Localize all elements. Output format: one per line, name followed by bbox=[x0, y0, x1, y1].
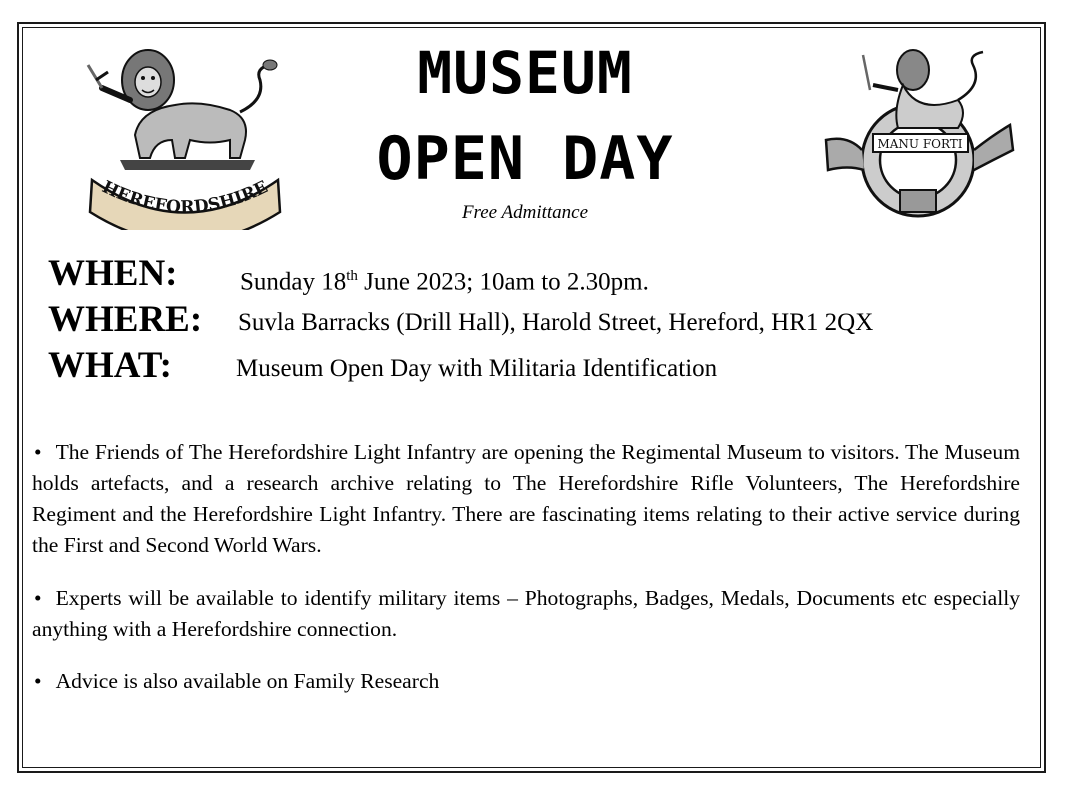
bullet-2: • bbox=[34, 586, 42, 610]
what-label: WHAT: bbox=[48, 345, 173, 386]
herefordshire-regiment-badge bbox=[80, 40, 290, 230]
badge-motto: MANU FORTI bbox=[877, 137, 963, 151]
paragraph-experts bbox=[32, 583, 1020, 645]
light-infantry-bugle-badge bbox=[818, 40, 1018, 220]
poster-title-line-1: MUSEUM bbox=[417, 39, 633, 107]
what-value: Museum Open Day with Militaria Identification bbox=[236, 355, 718, 382]
where-label: WHERE: bbox=[48, 299, 203, 340]
when-value bbox=[240, 259, 649, 299]
when-date-suffix: June 2023; 10am to 2.30pm. bbox=[357, 268, 649, 296]
paragraph-family-research bbox=[32, 666, 1020, 697]
paragraph-museum-intro-text: The Friends of The Herefordshire Light Infantry are opening the Regimental Museum to visitors. The Museum holds artefacts, and a research archive relating to The Herefordshire Rifle Volunteers, The Herefordshire Regiment and the Herefordshire Light Infantry. There are fascinating items relating to their active service during the First and Second World Wars. bbox=[32, 440, 1020, 557]
paragraph-experts-text: Experts will be available to identify military items – Photographs, Badges, Medals, Documents etc especially anything with a Herefordshire connection. bbox=[32, 586, 1020, 641]
paragraph-museum-intro bbox=[32, 437, 1020, 561]
when-date-ordinal: th bbox=[346, 268, 358, 284]
poster-title-line-2: OPEN DAY bbox=[376, 124, 674, 194]
when-label: WHEN: bbox=[48, 253, 178, 294]
where-value: Suvla Barracks (Drill Hall), Harold Street, Hereford, HR1 2QX bbox=[238, 309, 874, 336]
bullet-1: • bbox=[34, 440, 42, 464]
bullet-3: • bbox=[34, 669, 42, 693]
when-date-prefix: Sunday 18 bbox=[240, 268, 347, 296]
free-admittance-note: Free Admittance bbox=[461, 202, 589, 223]
badge-scroll-text: HEREFORDSHIRE bbox=[98, 177, 272, 218]
paragraph-family-research-text: Advice is also available on Family Research bbox=[55, 669, 440, 693]
